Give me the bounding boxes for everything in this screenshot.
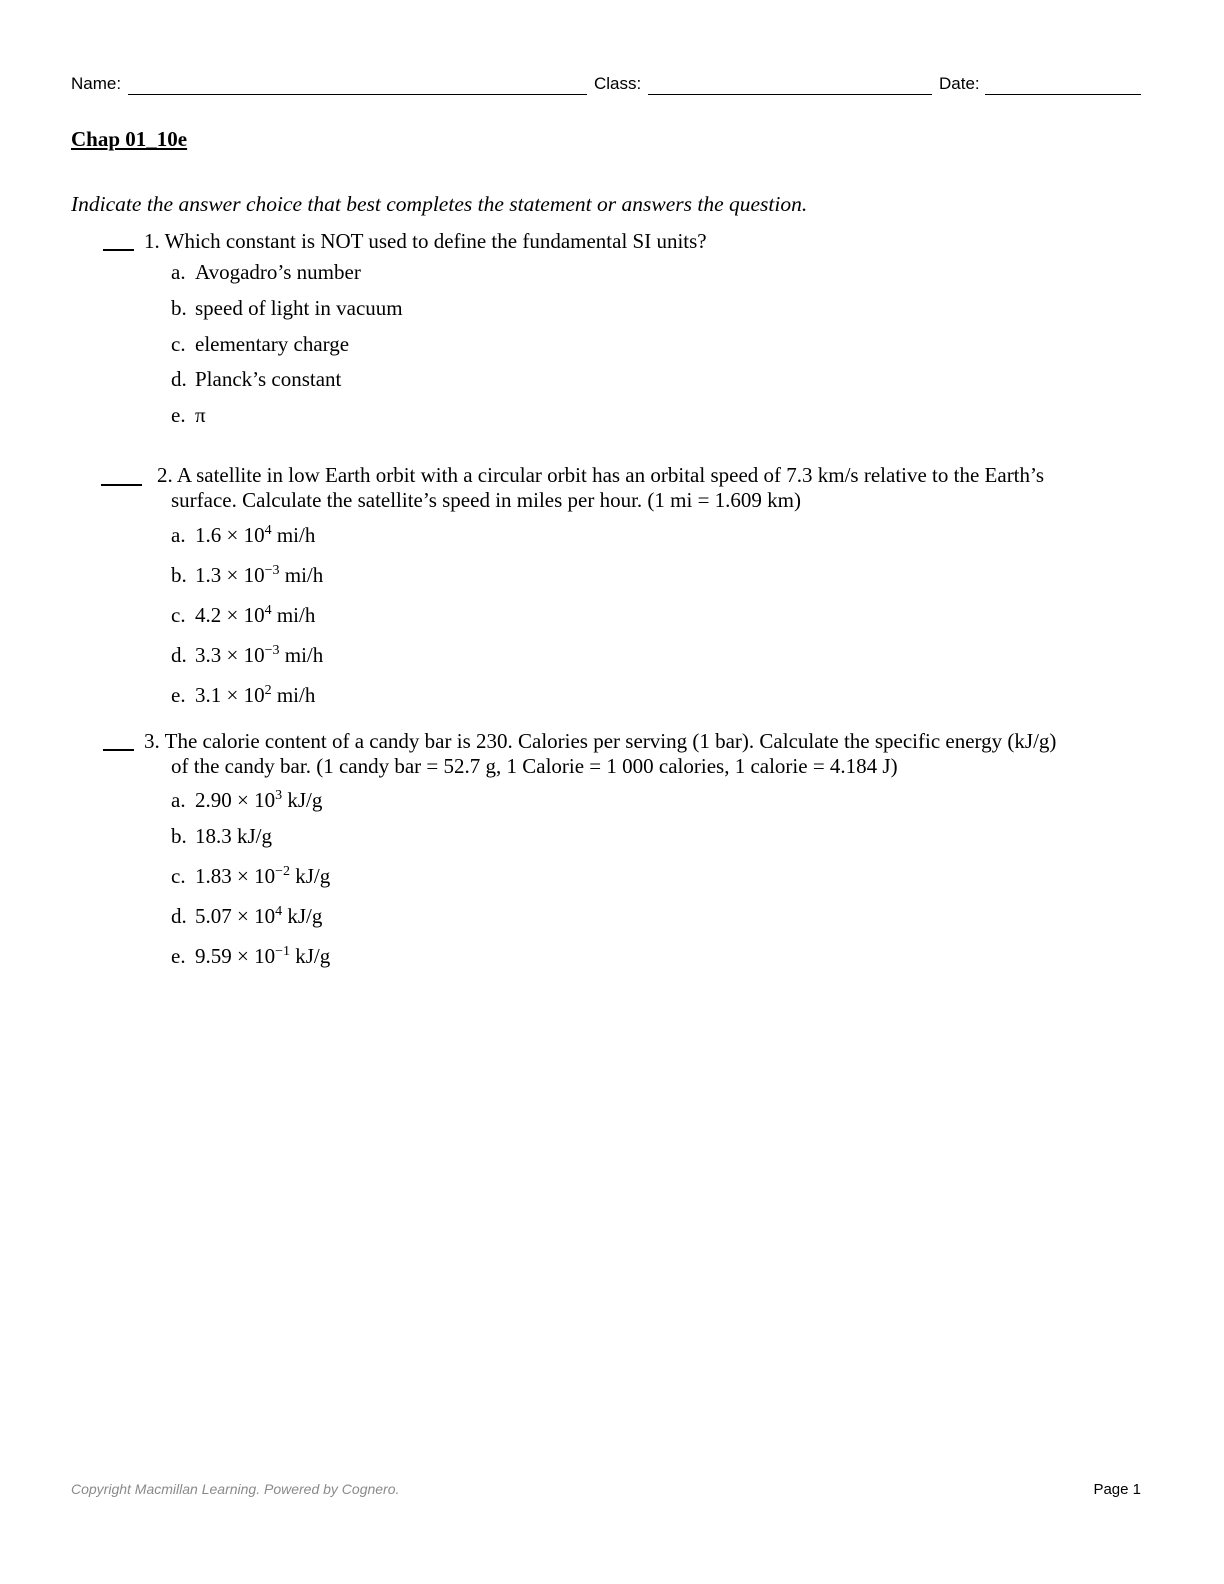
question-text <box>144 229 707 254</box>
choice-2c[interactable]: c. $4.2 \times 10^4$ mi/h <box>171 603 316 627</box>
question-number: 3. <box>144 729 160 753</box>
instructions: Indicate the answer choice that best completes the statement or answers the question. <box>71 192 808 216</box>
choice-3c[interactable]: c. $1.83 \times 10^{-2}$ kJ/g <box>171 864 331 888</box>
name-label: Name: <box>71 74 122 93</box>
choice-3b[interactable]: b. 18.3 kJ/g <box>171 824 273 848</box>
header <box>71 74 1141 98</box>
answer-blank-1[interactable] <box>103 249 134 251</box>
question-text <box>157 463 1044 488</box>
class-label: Class: <box>594 74 642 93</box>
answer-blank-3[interactable] <box>103 749 134 751</box>
choice-1c[interactable]: c. elementary charge <box>171 332 350 356</box>
choice-1e[interactable]: e. π <box>171 403 206 427</box>
question-line: A satellite in low Earth orbit with a circular orbit has an orbital speed of 7.3 km/s relative to the Earth’s <box>176 463 1045 487</box>
question-line: of the candy bar. (1 candy bar = 52.7 g, 1 Calorie = 1 000 calories, 1 calorie = 4.184 J) <box>171 754 898 778</box>
choice-3e[interactable]: e. $9.59 \times 10^{-1}$ kJ/g <box>171 944 331 968</box>
choice-1b[interactable]: b. speed of light in vacuum <box>171 296 403 320</box>
question-text <box>144 729 1056 754</box>
choice-1a[interactable]: a. Avogadro’s number <box>171 260 361 284</box>
page-number: Page 1 <box>1093 1481 1141 1498</box>
class-field[interactable] <box>648 94 932 95</box>
choice-2b[interactable]: b. $1.3 \times 10^{-3}$ mi/h <box>171 563 324 587</box>
choice-2d[interactable]: d. $3.3 \times 10^{-3}$ mi/h <box>171 643 324 667</box>
choice-2e[interactable]: e. $3.1 \times 10^2$ mi/h <box>171 683 316 707</box>
answer-blank-2[interactable] <box>101 484 142 486</box>
question-number: 2. <box>157 463 173 487</box>
name-field[interactable] <box>128 94 587 95</box>
question-number: 1. <box>144 229 160 253</box>
choice-2a[interactable]: a. $1.6 \times 10^4$ mi/h <box>171 523 316 547</box>
question-line: surface. Calculate the satellite’s speed in miles per hour. (1 mi = 1.609 km) <box>171 488 802 512</box>
choice-1d[interactable]: d. Planck’s constant <box>171 367 342 391</box>
date-field[interactable] <box>985 94 1141 95</box>
date-label: Date: <box>939 74 980 93</box>
choice-3d[interactable]: d. $5.07 \times 10^4$ kJ/g <box>171 904 323 928</box>
choice-3a[interactable]: a. $2.90 \times 10^3$ kJ/g <box>171 788 323 812</box>
chapter-title: Chap 01_10e <box>71 127 188 151</box>
copyright-notice: Copyright Macmillan Learning. Powered by Cognero. <box>71 1481 400 1497</box>
question-line: Which constant is NOT used to define the fundamental SI units? <box>164 229 707 253</box>
question-line: The calorie content of a candy bar is 230. Calories per serving (1 bar). Calculate the specific energy (kJ/g) <box>164 729 1057 753</box>
